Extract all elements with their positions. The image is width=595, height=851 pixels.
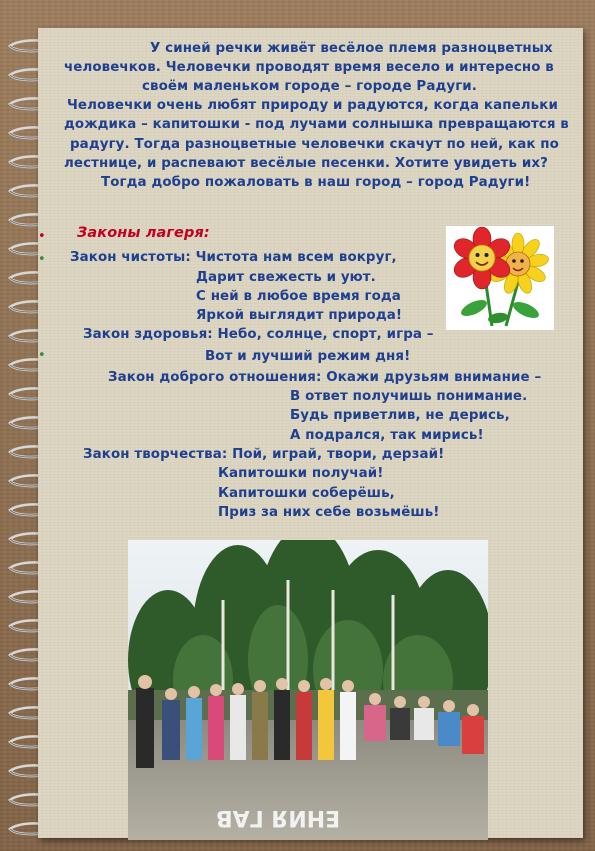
laws-title: Законы лагеря:: [77, 225, 210, 241]
bullet-marker: •: [38, 348, 46, 363]
intro-line: У синей речки живёт весёлое племя разноцветных: [150, 41, 553, 56]
law-creativity-line: Капитошки соберёшь,: [218, 486, 395, 501]
intro-line: Тогда добро пожаловать в наш город – город Радуги!: [101, 175, 531, 190]
intro-line: человечков. Человечки проводят время весело и интересно в: [64, 60, 554, 75]
law-kindness-line: В ответ получишь понимание.: [290, 389, 528, 404]
intro-line: Человечки очень любят природу и радуются, когда капельки: [67, 98, 558, 113]
intro-line: лестнице, и распевают весёлые песенки. Хотите увидеть их?: [64, 156, 548, 171]
law-kindness-label: Закон доброго отношения: Окажи друзьям внимание –: [108, 370, 542, 385]
bullet-marker: •: [38, 229, 46, 244]
bullet-marker: •: [38, 252, 46, 267]
intro-line: своём маленьком городе – городе Радуги.: [142, 79, 477, 94]
intro-line: радугу. Тогда разноцветные человечки скачут по ней, как по: [70, 137, 559, 152]
intro-line: дождика – капитошки - под лучами солнышка превращаются в: [64, 117, 569, 132]
law-kindness-line: А подрался, так мирись!: [290, 428, 484, 443]
law-kindness-line: Будь приветлив, не дерись,: [290, 408, 510, 423]
law-health-label: Закон здоровья: Небо, солнце, спорт, игра –: [83, 327, 434, 342]
law-health-line: Вот и лучший режим дня!: [205, 349, 411, 364]
law-creativity-line: Приз за них себе возьмёшь!: [218, 505, 440, 520]
law-cleanliness-line: Яркой выглядит природа!: [196, 308, 403, 323]
smiling-flowers-image: [446, 226, 554, 330]
law-cleanliness-line: С ней в любое время года: [196, 289, 401, 304]
law-creativity-line: Капитошки получай!: [218, 466, 384, 481]
camp-group-photo: [128, 540, 488, 840]
law-cleanliness-label: Закон чистоты: Чистота нам всем вокруг,: [70, 250, 397, 265]
law-cleanliness-line: Дарит свежесть и уют.: [196, 270, 376, 285]
photo-ground-writing: ЕНИЯ ГАВ: [215, 805, 341, 830]
law-creativity-label: Закон творчества: Пой, играй, твори, дерзай!: [83, 447, 445, 462]
